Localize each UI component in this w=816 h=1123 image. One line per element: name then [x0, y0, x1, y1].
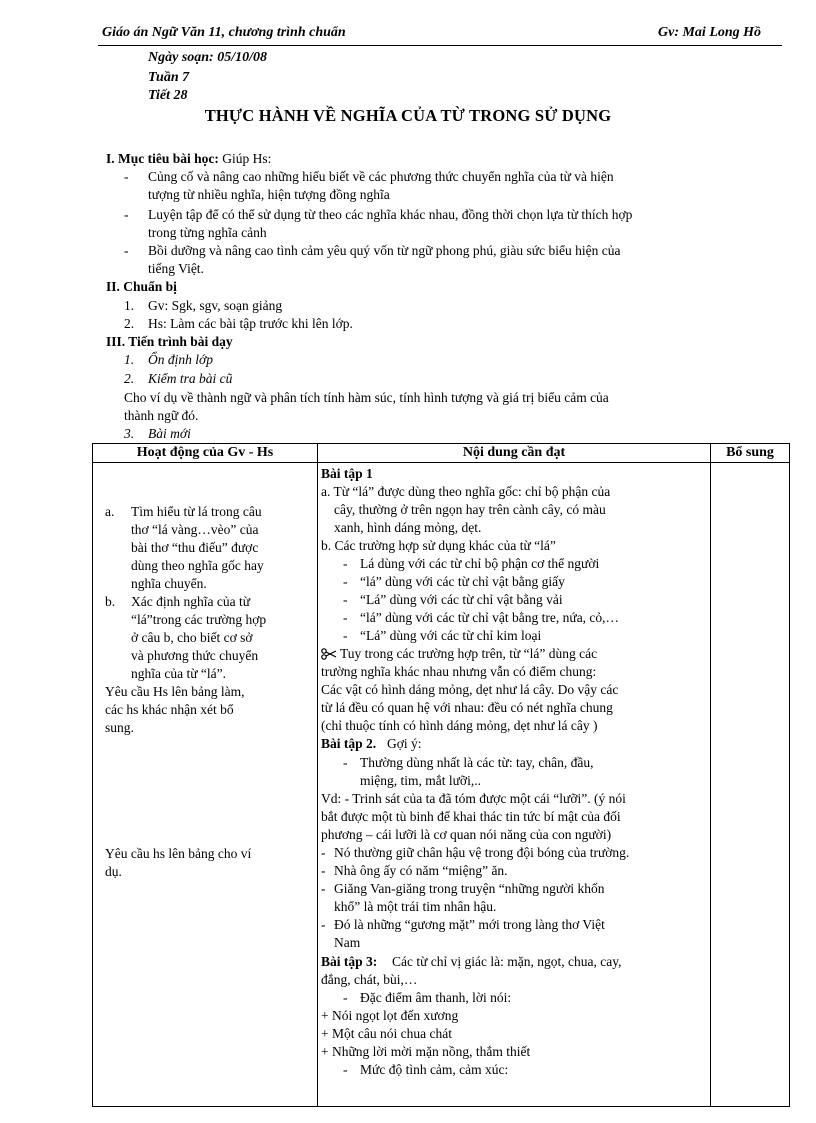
table-line: b. Các trường hợp sử dụng khác của từ “lá”	[321, 538, 556, 553]
table-line: Thường dùng nhất là các từ: tay, chân, đầu,	[360, 755, 594, 770]
bullet-dash: -	[124, 243, 129, 258]
table-line: Nhà ông ấy có năm “miệng” ăn.	[334, 863, 508, 878]
table-line: miệng, tim, mắt lưỡi,..	[360, 773, 481, 788]
meta-period: Tiết 28	[148, 88, 188, 103]
list-dash: -	[321, 881, 326, 896]
table-line: + Một câu nói chua chát	[321, 1026, 452, 1041]
table-line: Mức độ tình cảm, cảm xúc:	[360, 1062, 509, 1077]
meta-date: Ngày soạn: 05/10/08	[148, 50, 267, 65]
table-line: b.	[105, 594, 116, 609]
list-dash: -	[343, 610, 348, 625]
list-number: 1.	[124, 298, 135, 313]
table-line: a. Từ “lá” được dùng theo nghĩa gốc: chỉ bộ phận của	[321, 484, 611, 499]
table-line: khổ” là một trái tim nhân hậu.	[334, 899, 497, 914]
list-dash: -	[343, 990, 348, 1005]
table-row	[93, 463, 790, 1107]
table-line: và phương thức chuyển	[131, 648, 259, 663]
activity-cell	[93, 463, 318, 1107]
page-title: THỰC HÀNH VỀ NGHĨA CỦA TỪ TRONG SỬ DỤNG	[204, 106, 612, 125]
table-line: “lá”trong các trường hợp	[131, 612, 267, 627]
content-cell	[318, 463, 711, 1107]
table-line: Đó là những “gương mặt” mới trong làng thơ Việt	[334, 917, 605, 932]
table-line: “lá” dùng với các từ chỉ vật bằng tre, nứa, cỏ,…	[360, 610, 620, 625]
section3-check-line-1: Cho ví dụ về thành ngữ và phân tích tính hàm súc, tính hình tượng và giá trị biểu cảm của	[124, 390, 609, 405]
table-line: Yêu cầu hs lên bảng cho ví	[105, 846, 252, 861]
list-number: 2.	[124, 371, 135, 386]
table-line: bài thơ “thu điếu” được	[131, 540, 259, 555]
table-line: thơ “lá vàng…vèo” của	[131, 522, 259, 537]
section3-heading: III. Tiến trình bài dạy	[106, 334, 233, 349]
table-line: dùng theo nghĩa gốc hay	[131, 558, 264, 573]
header-left: Giáo án Ngữ Văn 11, chương trình chuẩn	[102, 25, 346, 40]
table-header-row	[93, 444, 790, 463]
table-line: dụ.	[105, 864, 122, 879]
table-line: đắng, chát, bùi,…	[321, 972, 418, 987]
table-line: Xác định nghĩa của từ	[131, 594, 251, 609]
section3-check-line-2: thành ngữ đó.	[124, 408, 199, 423]
table-line: Nam	[334, 935, 361, 950]
section1-heading-line	[106, 150, 271, 168]
list-dash: -	[343, 556, 348, 571]
list-dash: -	[321, 845, 326, 860]
section2-heading: II. Chuẩn bị	[106, 279, 177, 294]
table-line: nghĩa chuyển.	[131, 576, 207, 591]
table-line: Gợi ý:	[387, 736, 422, 751]
header-right: Gv: Mai Long Hồ	[658, 25, 762, 40]
list-dash: -	[343, 574, 348, 589]
table-line: + Những lời mời mặn nồng, thắm thiết	[321, 1044, 531, 1059]
table-line: Yêu cầu Hs lên bảng làm,	[105, 684, 245, 699]
table-line: Bài tập 3:	[321, 954, 378, 969]
list-dash: -	[343, 628, 348, 643]
table-line: trường nghĩa khác nhau nhưng vẫn có điểm chung:	[321, 664, 597, 679]
section1-bullet-1a: Củng cố và nâng cao những hiểu biết về các phương thức chuyển nghĩa của từ và hiện	[148, 169, 614, 184]
meta-week: Tuần 7	[148, 70, 190, 85]
table-line: Bài tập 2.	[321, 736, 377, 751]
list-dash: -	[343, 592, 348, 607]
table-line: + Nói ngọt lọt đến xương	[321, 1008, 459, 1023]
list-number: 1.	[124, 352, 135, 367]
section2-item-2: Hs: Làm các bài tập trước khi lên lớp.	[148, 316, 353, 331]
table-line: “lá” dùng với các từ chỉ vật bằng giấy	[360, 574, 565, 589]
table-line: cây, thường ở trên ngọn hay trên cành cây, có màu	[334, 502, 606, 517]
table-header-activity: Hoạt động của Gv - Hs	[93, 444, 318, 463]
list-number: 3.	[124, 426, 135, 441]
table-line: Các vật có hình dáng mỏng, dẹt như lá cây. Do vậy các	[321, 682, 619, 697]
table-line: bắt được một tù binh để khai thác tin tức bí mật của đối	[321, 809, 621, 824]
section1-heading: I. Mục tiêu bài học:	[106, 151, 219, 166]
table-line: nghĩa của từ “lá”.	[131, 666, 227, 681]
table-line: Vd: - Trinh sát của ta đã tóm được một cái “lưỡi”. (ý nói	[321, 791, 626, 806]
scissors-icon	[321, 648, 337, 660]
section1-bullet-3a: Bồi dưỡng và nâng cao tình cảm yêu quý vốn từ ngữ phong phú, giàu sức biểu hiện của	[148, 243, 621, 258]
table-line: xanh, hình dáng mỏng, dẹt.	[334, 520, 482, 535]
section3-item-3: Bài mới	[148, 426, 191, 441]
table-line: các hs khác nhận xét bổ	[105, 702, 234, 717]
table-line: sung.	[105, 720, 134, 735]
list-dash: -	[343, 1062, 348, 1077]
lesson-table	[92, 443, 790, 1107]
list-dash: -	[321, 863, 326, 878]
table-line: a.	[105, 504, 115, 519]
table-line: Tìm hiểu từ lá trong câu	[131, 504, 262, 519]
bullet-dash: -	[124, 169, 129, 184]
table-line: phương – cái lưỡi là cơ quan nói năng của con người)	[321, 827, 612, 842]
table-line: Nó thường giữ chân hậu vệ trong đội bóng của trường.	[334, 845, 630, 860]
table-line: Bài tập 1	[321, 466, 373, 481]
table-line: “Lá” dùng với các từ chỉ vật bằng vải	[360, 592, 563, 607]
notes-cell	[711, 463, 790, 1107]
table-line: (chỉ thuộc tính có hình dáng mỏng, dẹt như lá cây )	[321, 718, 598, 733]
section1-bullet-2a: Luyện tập để có thể sử dụng từ theo các nghĩa khác nhau, đồng thời chọn lựa từ thích hợp	[148, 207, 633, 222]
table-header-notes: Bổ sung	[711, 444, 790, 463]
section3-item-1: Ổn định lớp	[148, 352, 213, 367]
header-divider	[98, 45, 782, 46]
list-dash: -	[321, 917, 326, 932]
table-line: “Lá” dùng với các từ chỉ kim loại	[360, 628, 542, 643]
section1-intro: Giúp Hs:	[222, 151, 272, 166]
table-line: Đặc điểm âm thanh, lời nói:	[360, 990, 512, 1005]
section2-item-1: Gv: Sgk, sgv, soạn giảng	[148, 298, 283, 313]
section1-bullet-2b: trong từng nghĩa cảnh	[148, 225, 267, 240]
section1-bullet-1b: tượng từ nhiều nghĩa, hiện tượng đồng nghĩa	[148, 187, 390, 202]
table-line: Giăng Van-giăng trong truyện “những người khốn	[334, 881, 605, 896]
table-line: Các từ chỉ vị giác là: mặn, ngọt, chua, cay,	[392, 954, 622, 969]
table-line: từ lá đều có quan hệ với nhau: đều có nét nghĩa chung	[321, 700, 613, 715]
table-line: Lá dùng với các từ chỉ bộ phận cơ thể người	[360, 556, 600, 571]
list-number: 2.	[124, 316, 135, 331]
table-line: ở câu b, cho biết cơ sở	[131, 630, 253, 645]
table-header-content: Nội dung cần đạt	[318, 444, 711, 463]
bullet-dash: -	[124, 207, 129, 222]
section1-bullet-3b: tiếng Việt.	[148, 261, 204, 276]
table-line: Tuy trong các trường hợp trên, từ “lá” dùng các	[340, 646, 598, 661]
section3-item-2: Kiểm tra bài cũ	[148, 371, 233, 386]
list-dash: -	[343, 755, 348, 770]
